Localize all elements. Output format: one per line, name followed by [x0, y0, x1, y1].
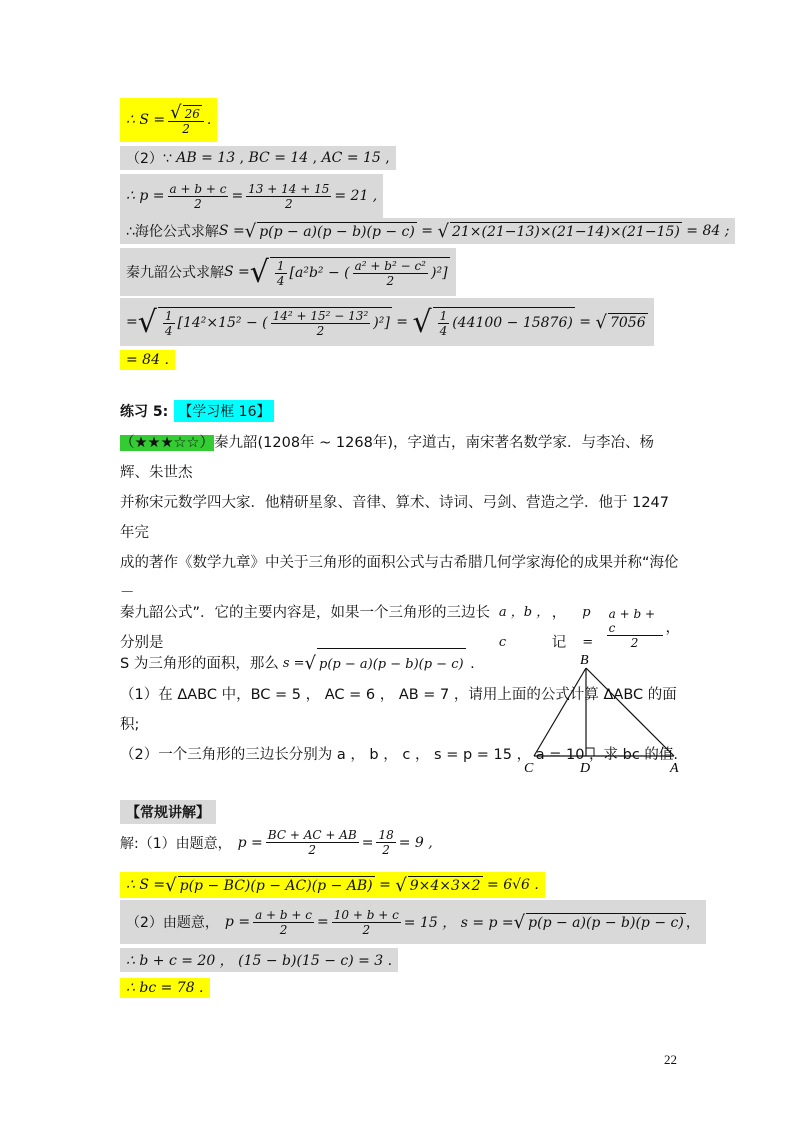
exercise-tag: 【学习框 16】: [174, 400, 274, 422]
s-suffix: .: [206, 112, 212, 128]
heron-line: ∴海伦公式求解 S = √ p(p − a)(p − b)(p − c) = √ 21×(21−13)×(21−14)×(21−15) = 84 ;: [120, 218, 735, 244]
qin-calc-line: = √ $\frac{1}{4}$ [14²×15² − ( $\frac{\text{14² + 15² − 13²}}{2}$ )²] = √ $\frac{1}{4}$ (44100 − 15876) = √ 7056: [120, 298, 654, 346]
heron-root-1: √ p(p − a)(p − b)(p − c): [244, 220, 415, 242]
s-prefix: ∴ S =: [126, 112, 166, 128]
s-result-line: [120, 98, 217, 142]
exercise-title-line: [120, 400, 274, 422]
final-84: = 84 .: [126, 352, 169, 368]
solution-line-2: ∴ S = √ p(p − BC)(p − AC)(p − AB) = √ 9×4×3×2 = 6√6 .: [120, 872, 545, 898]
exercise-paragraph: （★★★☆☆）秦九韶(1208年 ~ 1268年)，字道古，南宋著名数学家．与李冶、杨辉、朱世杰 并称宋元数学四大家．他精研星象、音律、算术、诗词、弓剑、营造之学．他于 1247 年完 成的著作《数学九章》中关于三角形的面积公式与古希腊几何学家海伦的成果并称“海伦－ 秦九韶公式”．它的主要内容是，如果一个三角形的三边长分别是 a ，b ，c ，记 p = $\frac{a + b + c}{2}$ ， S 为三角形的面积，那么 s = √ p(p − a)(p − b)(p − c) . （1）在 ΔABC 中，BC = 5 ， AC = 6 ， AB = 7 ，请用上面的公式计算 ΔABC 的面积; （2）一个三角形的三边长分别为 a ， b ， c ， s = p = 15 ， a = 10 ，求 bc 的值.: [120, 428, 680, 770]
heron-label: ∴海伦公式求解: [126, 224, 219, 240]
exercise-title: 练习 5:: [120, 404, 169, 420]
s-frac-num: 26: [184, 106, 200, 121]
question-2: （2）一个三角形的三边长分别为 a ， b ， c ， s = p = 15 ， a = 10 ，求 bc 的值.: [120, 747, 679, 763]
label-c: C: [524, 761, 534, 776]
given-ac: AC = 15: [321, 150, 381, 166]
calc-root-2: √ $\frac{1}{4}$ (44100 − 15876): [412, 304, 573, 340]
given-ab: AB = 13: [176, 150, 236, 166]
calc-root-1: √ $\frac{1}{4}$ [14²×15² − ( $\frac{\text{14² + 15² − 13²}}{2}$ )²]: [137, 304, 390, 340]
solution-line-1: 解:（1）由题意， p = $\frac{BC + AC + AB}{2}$ = $\frac{18}{2}$ = 9 ,: [120, 828, 433, 857]
triangle-figure: [520, 652, 690, 782]
heron-root-2: √ 21×(21−13)×(21−14)×(21−15): [437, 220, 680, 242]
sqrt-symbol: √: [170, 101, 182, 123]
s-result-highlight: [120, 98, 217, 142]
p-fraction-1: $\frac{a + b + c}{2}$: [169, 181, 227, 211]
qin-s: S =: [224, 264, 250, 280]
s-fraction: [168, 101, 204, 136]
p-fraction-2: $\frac{13 + 14 + 15}{2}$: [248, 181, 330, 211]
qin-line: [120, 248, 456, 296]
side-cb: [534, 668, 586, 756]
p-prefix: ∴ p =: [126, 188, 165, 204]
solution-header: 【常规讲解】: [120, 800, 216, 824]
heron-result: = 84 ;: [686, 223, 730, 239]
s-frac-den: 2: [182, 121, 190, 136]
qin-label: 秦九韶公式求解: [126, 265, 224, 281]
final-84-line: [120, 350, 175, 370]
qin-root: √ $\frac{1}{4}$ [a²b² − ( $\frac{\text{a² + b² − c²}}{2}$ )²]: [249, 254, 448, 290]
heron-s: S =: [218, 223, 245, 239]
right-angle-mark: [586, 748, 594, 756]
label-d: D: [580, 761, 591, 776]
given-bc: BC = 14: [248, 150, 309, 166]
given-label: （2）∵: [126, 151, 172, 167]
final-bc: ∴ bc = 78 .: [126, 980, 204, 996]
page-number: 22: [664, 1052, 677, 1067]
difficulty-stars: （★★★☆☆）: [120, 435, 214, 451]
solution-line-4: ∴ b + c = 20 ， (15 − b)(15 − c) = 3 .: [120, 948, 398, 972]
part2-given-line: （2）∵ AB = 13 , BC = 14 , AC = 15 ,: [120, 146, 396, 170]
calc-root-3: √ 7056: [595, 311, 646, 333]
question-1: （1）在 ΔABC 中，BC = 5 ， AC = 6 ， AB = 7 ，请用上面的公式计算 ΔABC 的面积;: [120, 687, 677, 733]
label-a: A: [670, 761, 679, 776]
side-ba: [586, 668, 674, 756]
p-line: ∴ p = $\frac{a + b + c}{2}$ = $\frac{13 + 14 + 15}{2}$ = 21 ,: [120, 174, 383, 218]
label-b: B: [580, 653, 589, 668]
solution-header-line: [120, 800, 216, 824]
solution-line-5: [120, 978, 210, 998]
solution-line-3: （2）由题意， p = $\frac{a + b + c}{2}$ = $\frac{10 + b + c}{2}$ = 15 ， s = p = √ p(p − a)(p − b)(p − c) ，: [120, 900, 706, 944]
p-result: = 21 ,: [334, 188, 378, 204]
